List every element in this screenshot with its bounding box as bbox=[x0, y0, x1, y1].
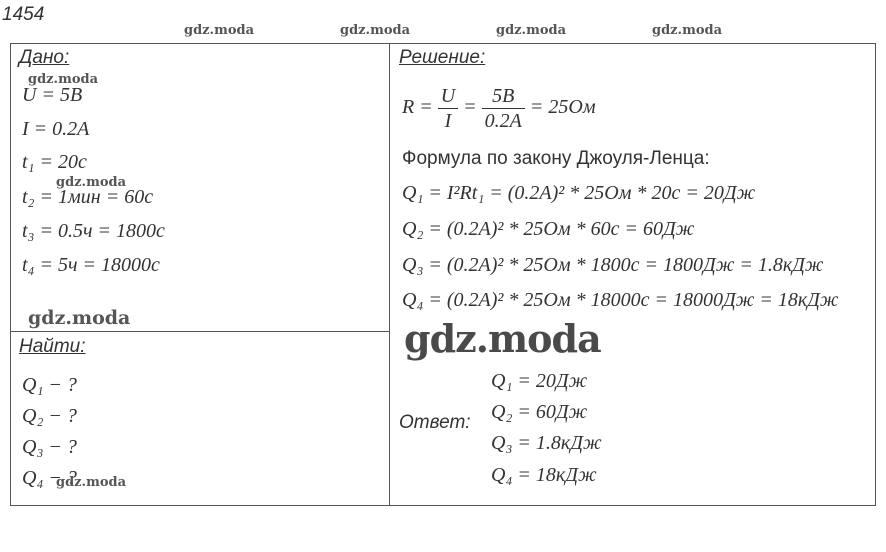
answer-q2: Q₂ = 60Дж bbox=[491, 401, 588, 423]
q2-calculation: Q₂ = (0.2A)² * 25Ом * 60c = 60Дж bbox=[402, 218, 695, 240]
ohm-fraction-1 bbox=[438, 84, 458, 133]
given-current: I = 0.2A bbox=[22, 118, 90, 140]
watermark: gdz.moda bbox=[56, 175, 127, 190]
ohm-lhs: R = bbox=[402, 96, 433, 119]
watermark: gdz.moda bbox=[28, 307, 131, 329]
watermark: gdz.moda bbox=[652, 23, 723, 38]
answer-q1: Q₁ = 20Дж bbox=[491, 370, 588, 392]
q4-calculation: Q₄ = (0.2A)² * 25Ом * 18000c = 18000Дж = 18кДж bbox=[402, 289, 839, 311]
column-divider bbox=[389, 43, 390, 506]
given-find-divider bbox=[10, 331, 390, 332]
q1-calculation: Q₁ = I²Rt₁ = (0.2A)² * 25Ом * 20c = 20Дж bbox=[402, 182, 756, 204]
ohm-formula bbox=[402, 84, 596, 133]
given-time-4: t₄ = 5ч = 18000c bbox=[22, 254, 160, 276]
q3-calculation: Q₃ = (0.2A)² * 25Ом * 1800c = 1800Дж = 1.8кДж bbox=[402, 254, 824, 276]
ohm-frac2-num: 5B bbox=[482, 84, 525, 109]
answer-q3: Q₃ = 1.8кДж bbox=[491, 432, 602, 454]
joule-lenz-text: Формула по закону Джоуля-Ленца: bbox=[402, 148, 710, 169]
table-top-border bbox=[10, 43, 876, 44]
given-time-2: t₂ = 1мин = 60c bbox=[22, 186, 154, 208]
given-time-3: t₃ = 0.5ч = 1800c bbox=[22, 220, 165, 242]
find-q4: Q₄ − ? bbox=[22, 467, 77, 489]
find-heading: Найти: bbox=[19, 336, 86, 357]
find-q2: Q₂ − ? bbox=[22, 405, 77, 427]
watermark: gdz.moda bbox=[340, 23, 411, 38]
watermark: gdz.moda bbox=[56, 475, 127, 490]
find-q3: Q₃ − ? bbox=[22, 436, 77, 458]
table-left-border bbox=[10, 43, 11, 506]
given-heading: Дано: bbox=[19, 47, 70, 68]
ohm-frac2-den: 0.2A bbox=[484, 110, 522, 132]
watermark: gdz.moda bbox=[496, 23, 567, 38]
watermark-large: gdz.moda bbox=[404, 316, 601, 361]
watermark: gdz.moda bbox=[28, 72, 99, 87]
table-right-border bbox=[875, 43, 876, 506]
answer-q4: Q₄ = 18кДж bbox=[491, 464, 597, 486]
answer-label: Ответ: bbox=[399, 412, 471, 433]
problem-number: 1454 bbox=[2, 4, 45, 25]
solution-heading: Решение: bbox=[399, 47, 486, 68]
ohm-frac1-num: U bbox=[438, 84, 458, 109]
ohm-result: = 25Ом bbox=[529, 96, 596, 119]
ohm-eq: = bbox=[463, 96, 477, 119]
ohm-fraction-2 bbox=[482, 84, 525, 133]
given-voltage: U = 5B bbox=[22, 84, 83, 106]
ohm-frac1-den: I bbox=[444, 110, 452, 132]
given-time-1: t₁ = 20c bbox=[22, 151, 87, 173]
find-q1: Q₁ − ? bbox=[22, 374, 77, 396]
table-bottom-border bbox=[10, 505, 876, 506]
watermark: gdz.moda bbox=[184, 23, 255, 38]
